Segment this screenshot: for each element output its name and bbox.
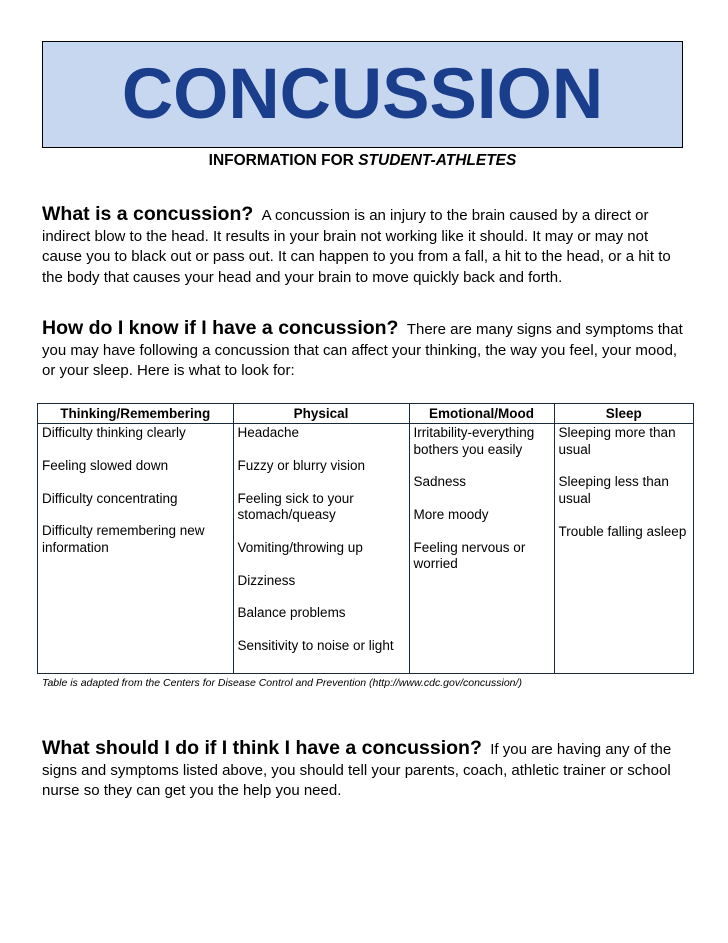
column-header-physical: Physical [233, 404, 409, 424]
list-item: Headache [237, 425, 300, 440]
list-item: Dizziness [237, 572, 296, 588]
column-physical [233, 424, 409, 674]
section-what-should-i-do [42, 738, 687, 802]
column-header-thinking: Thinking/Remembering [38, 404, 233, 424]
section-how-do-i-know [42, 318, 687, 382]
column-thinking [38, 424, 233, 674]
list-item: Feeling slowed down [42, 457, 169, 473]
list-item: Feeling sick to your stomach/queasy [237, 490, 354, 523]
column-header-emotional: Emotional/Mood [409, 404, 554, 424]
list-item: Trouble falling asleep [558, 523, 687, 539]
section-body: If you are having any of the signs and symptoms listed above, you should tell your parents, coach, athletic trainer or school nurse so they can get you the help you need. [42, 741, 672, 799]
subtitle-prefix: INFORMATION FOR [208, 152, 359, 169]
list-item: More moody [413, 507, 489, 523]
list-item: Irritability-everything bothers you easily [413, 425, 535, 457]
table-row [38, 424, 693, 674]
section-body: There are many signs and symptoms that you may have following a concussion that can affect your thinking, the way you feel, your mood, or your sleep. Here is what to look for: [42, 321, 683, 379]
page-title: CONCUSSION [121, 55, 604, 134]
column-sleep [554, 424, 693, 674]
list-item: Sleeping more than usual [558, 425, 676, 457]
list-item: Sadness [413, 474, 467, 490]
list-item: Vomiting/throwing up [237, 539, 363, 555]
list-item: Difficulty concentrating [42, 490, 178, 506]
section-body: A concussion is an injury to the brain caused by a direct or indirect blow to the head. It results in your brain not working like it should. It may or may not cause you to black out or pass out. It can happen to you from a fall, a hit to the head, or a hit to the body that causes your head and your brain to move quickly back and forth. [42, 207, 671, 286]
list-item: Sensitivity to noise or light [237, 638, 394, 654]
section-heading: What should I do if I think I have a concussion? [42, 737, 482, 759]
page-subtitle [42, 151, 683, 171]
section-heading: How do I know if I have a concussion? [42, 317, 399, 339]
list-item: Difficulty thinking clearly [42, 425, 186, 440]
symptoms-table [37, 403, 694, 674]
section-heading: What is a concussion? [42, 203, 254, 225]
list-item: Feeling nervous or worried [413, 539, 526, 572]
table-caption: Table is adapted from the Centers for Disease Control and Prevention (http://www.cdc.gov/concussion/) [42, 677, 522, 689]
title-banner [42, 41, 683, 148]
symptoms-grid [38, 404, 693, 673]
table-header-row [38, 404, 693, 424]
column-emotional [409, 424, 554, 674]
section-what-is-concussion [42, 204, 687, 288]
list-item: Fuzzy or blurry vision [237, 457, 366, 473]
subtitle-emphasis: STUDENT-ATHLETES [358, 152, 517, 169]
list-item: Balance problems [237, 605, 346, 621]
list-item: Difficulty remembering new information [42, 523, 205, 555]
list-item: Sleeping less than usual [558, 474, 669, 506]
column-header-sleep: Sleep [554, 404, 693, 424]
